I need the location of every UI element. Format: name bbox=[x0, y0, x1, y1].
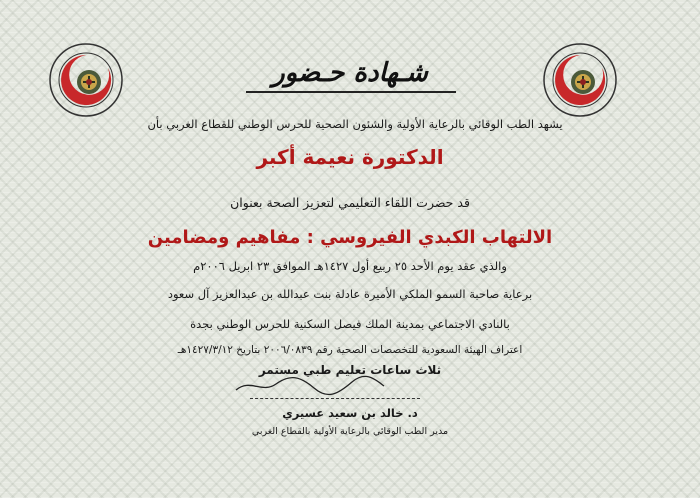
date-text: والذي عقد يوم الأحد ٢٥ ربيع أول ١٤٢٧هـ الموافق ٢٣ ابريل ٢٠٠٦م bbox=[193, 259, 507, 273]
accreditation-text: اعتراف الهيئة السعودية للتخصصات الصحية رقم ٢٠٠٦/٠٨٣٩ بتاريخ ١٤٢٧/٣/١٢هـ bbox=[177, 344, 523, 356]
signer-name: د. خالد بن سعيد عسيري bbox=[282, 406, 418, 420]
attended-text: قد حضرت اللقاء التعليمي لتعزيز الصحة بعنوان bbox=[230, 195, 470, 210]
signer-title: مدير الطب الوقائي بالرعاية الأولية بالقطاع الغربي bbox=[251, 426, 449, 437]
patron-text: برعاية صاحبة السمو الملكي الأميرة عادلة بنت عبدالله بن عبدالعزيز آل سعود bbox=[167, 287, 533, 301]
topic-title: الالتهاب الكبدي الفيروسي : مفاهيم ومضامين bbox=[147, 227, 553, 248]
venue-text: بالنادي الاجتماعي بمدينة الملك فيصل السكنية للحرس الوطني بجدة bbox=[190, 317, 510, 331]
recipient-name: الدكتورة نعيمة أكبر bbox=[256, 145, 444, 169]
cme-hours-text: ثلاث ساعات تعليم طبي مستمر bbox=[258, 363, 442, 377]
signature-line bbox=[250, 398, 420, 399]
certificate-title: شـهادة حـضور bbox=[272, 58, 428, 88]
intro-text: يشهد الطب الوقائي بالرعاية الأولية والشئون الصحية للحرس الوطني للقطاع الغربي بأن bbox=[147, 117, 563, 131]
title-underline bbox=[246, 91, 456, 93]
signature-icon bbox=[230, 372, 390, 398]
